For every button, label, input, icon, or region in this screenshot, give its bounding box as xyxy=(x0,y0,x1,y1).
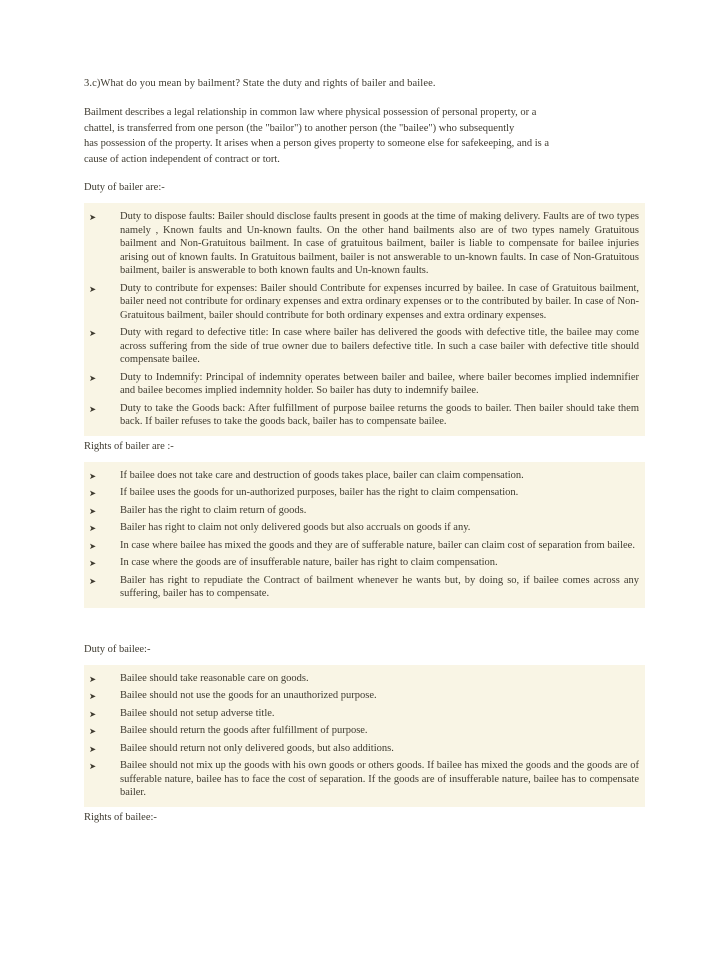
bullet-text: Duty to Indemnify: Principal of indemnity operates between bailer and bailee, where bailer becomes implied indemnifier and bailee becomes implied indemnity holder. So bailer has duty to indemnify bailee. xyxy=(120,371,639,396)
bullet-item xyxy=(84,556,639,570)
arrow-bullet-icon: ➤ xyxy=(89,708,97,719)
bullet-text: Bailer has right to repudiate the Contract of bailment whenever he wants but, by doing so, if bailee comes across any suffering, bailer has to compensate. xyxy=(120,574,639,599)
arrow-bullet-icon: ➤ xyxy=(89,726,97,736)
bullet-text: If bailee does not take care and destruction of goods takes place, bailer can claim compensation. xyxy=(120,469,524,481)
bullet-text: In case where bailee has mixed the goods and they are of sufferable nature, bailer can claim cost of separation from bailee. xyxy=(120,539,635,551)
bullet-list xyxy=(84,665,645,807)
arrow-bullet-icon: ➤ xyxy=(89,283,97,294)
intro-line: Bailment describes a legal relationship in common law where physical possession of personal property, or a xyxy=(84,107,537,118)
bullet-text: Bailee should not mix up the goods with his own goods or others goods. If bailee has mixed the goods and the goods are of sufferable nature, bailee has to face the cost of separation. If the goods are of insufferable nature, bailee has to compensate bailer. xyxy=(120,760,639,798)
question-title: 3.c)What do you mean by bailment? State the duty and rights of bailer and bailee. xyxy=(84,78,436,89)
bullet-text: Bailer has the right to claim return of goods. xyxy=(120,504,307,516)
bullet-text: Bailee should not use the goods for an unauthorized purpose. xyxy=(120,690,377,701)
intro-line: cause of action independent of contract or tort. xyxy=(84,153,280,165)
bullet-item xyxy=(84,724,639,738)
bullet-text: If bailee uses the goods for un-authorized purposes, bailer has the right to claim compensation. xyxy=(120,487,519,498)
intro-line: has possession of the property. It arises when a person gives property to someone else for safekeeping, and is a xyxy=(84,138,549,149)
bullet-text: Bailee should return not only delivered goods, but also additions. xyxy=(120,742,394,754)
bullet-text: Bailee should take reasonable care on goods. xyxy=(120,672,309,684)
bullet-item xyxy=(84,282,639,323)
arrow-bullet-icon: ➤ xyxy=(89,673,97,684)
section-heading: Duty of bailee:- xyxy=(84,643,151,655)
bullet-item xyxy=(84,521,639,535)
arrow-bullet-icon: ➤ xyxy=(89,691,97,701)
bullet-item xyxy=(84,707,639,721)
bullet-text: Duty to contribute for expenses: Bailer should Contribute for expenses incurred by bailee. In case of Gratuitous bailment, bailer need not contribute for ordinary expenses and extra ordinary expenses or to the contributed by bailer. In case of Non-Gratuitous bailment, bailer should contribute for both ordinary expenses and extra ordinary expenses. xyxy=(120,282,639,321)
arrow-bullet-icon: ➤ xyxy=(89,403,97,414)
bullet-item xyxy=(84,742,639,756)
bullet-item xyxy=(84,402,639,429)
bullet-text: Bailer has right to claim not only delivered goods but also accruals on goods if any. xyxy=(120,522,471,533)
bullet-item xyxy=(84,539,639,553)
arrow-bullet-icon: ➤ xyxy=(89,558,97,568)
bullet-item xyxy=(84,371,639,398)
arrow-bullet-icon: ➤ xyxy=(89,575,97,586)
bullet-text: In case where the goods are of insufferable nature, bailer has right to claim compensation. xyxy=(120,557,498,568)
bullet-item xyxy=(84,504,639,518)
bullet-item xyxy=(84,486,639,500)
bullet-text: Bailee should return the goods after fulfillment of purpose. xyxy=(120,725,368,736)
arrow-bullet-icon: ➤ xyxy=(89,372,97,383)
intro-line: chattel, is transferred from one person (the "bailor") to another person (the "bailee") who subsequently xyxy=(84,122,515,134)
bullet-item xyxy=(84,689,639,703)
section-heading: Duty of bailer are:- xyxy=(84,182,165,193)
bullet-text: Duty with regard to defective title: In case where bailer has delivered the goods with defective title, the bailee may come across suffering from the side of true owner due to bailers defective title. In such a case bailer with defective title should compensate bailee. xyxy=(120,327,639,365)
bullet-item xyxy=(84,759,639,800)
section-heading: Rights of bailee:- xyxy=(84,811,157,823)
arrow-bullet-icon: ➤ xyxy=(89,523,97,533)
arrow-bullet-icon: ➤ xyxy=(89,470,97,481)
arrow-bullet-icon: ➤ xyxy=(89,328,97,338)
sections-container xyxy=(84,180,648,825)
arrow-bullet-icon: ➤ xyxy=(89,212,97,222)
bullet-item xyxy=(84,672,639,686)
bullet-text: Duty to take the Goods back: After fulfillment of purpose bailee returns the goods to bailer. Then bailer should take them back. If bailer refuses to take the goods back, bailer has to compensate bailee. xyxy=(120,402,639,427)
section-heading: Rights of bailer are :- xyxy=(84,440,174,452)
arrow-bullet-icon: ➤ xyxy=(89,743,97,754)
bullet-item xyxy=(84,469,639,483)
arrow-bullet-icon: ➤ xyxy=(89,761,97,771)
bullet-item xyxy=(84,326,639,367)
arrow-bullet-icon: ➤ xyxy=(89,540,97,551)
arrow-bullet-icon: ➤ xyxy=(89,505,97,516)
arrow-bullet-icon: ➤ xyxy=(89,488,97,498)
bullet-item xyxy=(84,210,639,278)
bullet-list xyxy=(84,203,645,436)
intro-paragraph xyxy=(84,105,648,167)
bullet-list xyxy=(84,462,645,608)
bullet-item xyxy=(84,574,639,601)
bullet-text: Bailee should not setup adverse title. xyxy=(120,707,275,719)
bullet-text: Duty to dispose faults: Bailer should disclose faults present in goods at the time of making delivery. Faults are of two types namely , Known faults and Un-known faults. On the other hand bailments also are of two types namely Gratuitous bailment and Non-Gratuitous bailment. In case of gratuitous bailment, bailer is liable to compensate for bailee injuries arising out of known faults. In Gratuitous bailment, bailer is not answerable to un-known faults. In case of Non-Gratuitous bailment, bailer is answerable to both known faults and Un-known faults. xyxy=(120,211,639,276)
